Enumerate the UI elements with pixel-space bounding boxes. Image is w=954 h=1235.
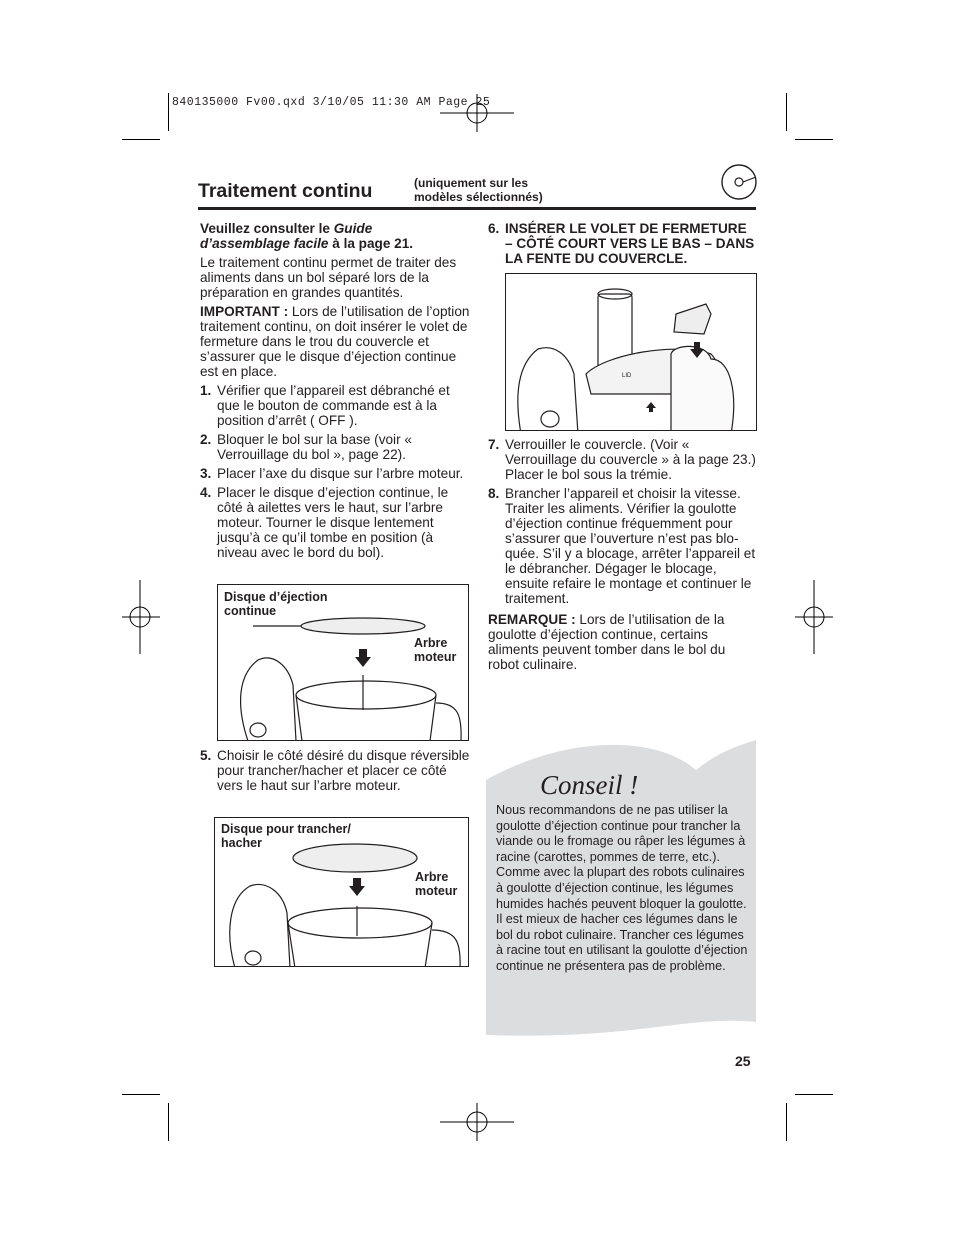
subtitle-line-2: modèles sélectionnés) xyxy=(414,190,543,204)
figure-lid-flap xyxy=(505,273,757,431)
section-title: Traitement continu xyxy=(198,180,373,202)
step-8: 8. Brancher l’appareil et choisir la vitesse. Traiter les aliments. Vérifier la goulotte d’éjection continue fréquemment pour s’assurer que l’ouverture n’est pas blo-quée. S’il y a blocage, arrêter l’appareil et le débrancher. Dégager le blocage, ensuite refaire le montage et continuer le traitement. xyxy=(488,486,756,606)
section-subtitle xyxy=(414,176,543,204)
fig2-shaft-label: Arbre moteur xyxy=(415,870,458,898)
figure-slicing-disc xyxy=(214,817,469,967)
step-1: 1. Vérifier que l’appareil est débranché et que le bouton de commande est à la position d’arrêt ( OFF ). xyxy=(200,383,450,428)
disc-icon xyxy=(720,163,758,201)
step-4: 4. Placer le disque d’ejection continue, le côté à ailettes vers le haut, sur l’arbre moteur. Tourner le disque lentement jusqu’à ce qu’il tombe en position (à niveau avec le bord du bol). xyxy=(200,485,449,560)
remarque-note: REMARQUE : Lors de l’utilisation de la goulotte d’éjection continue, certains aliments peuvent tomber dans le bol du robot culinaire. xyxy=(488,612,726,672)
fig1-shaft-label: Arbre moteur xyxy=(414,636,457,664)
step-6: 6. INSÉRER LE VOLET DE FERMETURE – CÔTÉ COURT VERS LE BAS – DANS LA FENTE DU COUVERCLE. xyxy=(488,221,755,266)
page-number: 25 xyxy=(735,1053,751,1069)
lid-flap-illustration xyxy=(506,274,756,430)
intro: Veuillez consulter le Guide d’assemblage facile à la page 21. xyxy=(200,221,414,251)
subtitle-line-1: (uniquement sur les xyxy=(414,176,529,190)
header-rule xyxy=(198,207,756,210)
tip-title: Conseil ! xyxy=(540,770,639,800)
tip-text: Nous recommandons de ne pas utiliser la goulotte d’éjection continue pour trancher la viande ou le fromage ou râper les légumes à racine (carottes, pommes de terre, etc.). Comme avec la plupart des robots culinaires à goulotte d’éjection continue, les légumes humides hachés peuvent bloquer la goulotte. Il est mieux de hacher ces légumes dans le bol du robot culinaire. Trancher ces légumes à racine tout en utilisant la goulotte d’éjection continue ne présentera pas de problème. xyxy=(496,803,748,973)
fig2-label: Disque pour trancher/ hacher xyxy=(221,822,351,850)
step-5: 5. Choisir le côté désiré du disque réversible pour trancher/hacher et placer ce côté vers le haut sur l’arbre moteur. xyxy=(200,748,470,793)
figure-ejection-disc xyxy=(217,584,469,741)
print-slug: 840135000 Fv00.qxd 3/10/05 11:30 AM Page 25 xyxy=(172,96,491,109)
step-7: 7. Verrouiller le couvercle. (Voir « Verrouillage du couvercle » à la page 23.) Placer le bol sous la trémie. xyxy=(488,437,756,482)
right-steps xyxy=(488,437,758,676)
fig1-label: Disque d’éjection continue xyxy=(224,590,328,618)
lid-marking: LID xyxy=(622,373,632,379)
step-2: 2. Bloquer le bol sur la base (voir « Verrouillage du bol », page 22). xyxy=(200,432,412,462)
step-3: 3. Placer l’axe du disque sur l’arbre moteur. xyxy=(200,466,464,481)
intro-paragraph: Le traitement continu permet de traiter des aliments dans un bol séparé lors de la préparation en grandes quantités. xyxy=(200,255,457,300)
left-column xyxy=(200,221,470,564)
important-note: IMPORTANT : Lors de l’utilisation de l’option traitement continu, on doit insérer le volet de fermeture dans le trou du couvercle et s’assurer que le disque d’éjection continue est en place. xyxy=(200,304,470,379)
